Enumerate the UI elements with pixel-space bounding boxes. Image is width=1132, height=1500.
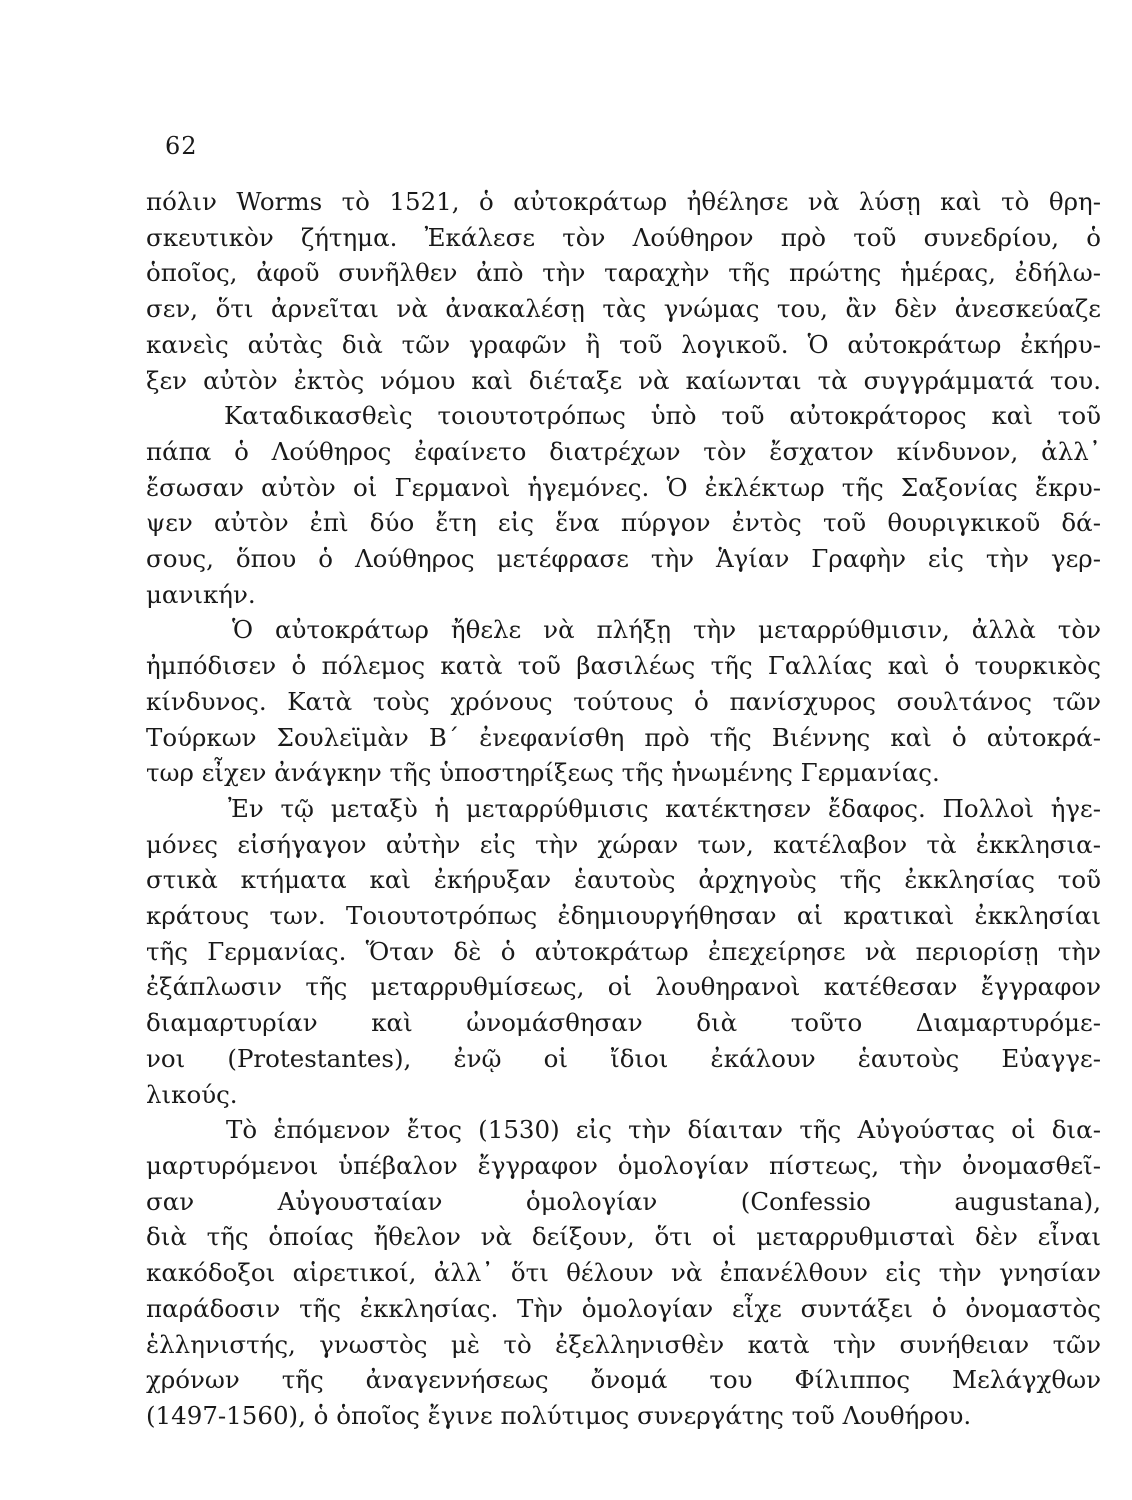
text-line: τῆς Γερμανίας. Ὅταν δὲ ὁ αὐτοκράτωρ ἐπεχείρησε νὰ περιορίσῃ τὴν — [146, 936, 1101, 966]
text-line: πόλιν Worms τὸ 1521, ὁ αὐτοκράτωρ ἠθέλησε νὰ λύσῃ καὶ τὸ θρη- — [146, 187, 1101, 216]
text-line: παράδοσιν τῆς ἐκκλησίας. Τὴν ὁμολογίαν εἶχε συντάξει ὁ ὀνομαστὸς — [146, 1293, 1101, 1323]
text-line: νοι (Protestantes), ἐνῷ οἱ ἴδιοι ἐκάλουν ἑαυτοὺς Εὐαγγε- — [146, 1043, 1101, 1073]
text-line: κανεὶς αὐτὰς διὰ τῶν γραφῶν ἢ τοῦ λογικοῦ. Ὁ αὐτοκράτωρ ἐκήρυ- — [146, 329, 1101, 359]
text-line: Καταδικασθεὶς τοιουτοτρόπως ὑπὸ τοῦ αὐτοκράτορος καὶ τοῦ — [224, 401, 1101, 431]
paragraph — [146, 1112, 1101, 1433]
text-line: (1497-1560), ὁ ὁποῖος ἔγινε πολύτιμος συνεργάτης τοῦ Λουθήρου. — [146, 1400, 972, 1430]
text-line: στικὰ κτήματα καὶ ἐκήρυξαν ἑαυτοὺς ἀρχηγοὺς τῆς ἐκκλησίας τοῦ — [146, 865, 1101, 895]
text-line: σαν Αὐγουσταίαν ὁμολογίαν (Confessio augustana), — [146, 1186, 1101, 1216]
text-line: διαμαρτυρίαν καὶ ὠνομάσθησαν διὰ τοῦτο Διαμαρτυρόμε- — [146, 1008, 1101, 1038]
text-line: χρόνων τῆς ἀναγεννήσεως ὄνομά του Φίλιππος Μελάγχθων — [146, 1365, 1101, 1395]
body-text — [146, 184, 1101, 1434]
paragraph — [146, 398, 1101, 612]
text-line: ἠμπόδισεν ὁ πόλεμος κατὰ τοῦ βασιλέως τῆς Γαλλίας καὶ ὁ τουρκικὸς — [146, 651, 1101, 681]
text-line: μαρτυρόμενοι ὑπέβαλον ἔγγραφον ὁμολογίαν πίστεως, τὴν ὀνομασθεῖ- — [146, 1150, 1101, 1180]
text-line: ἐξάπλωσιν τῆς μεταρρυθμίσεως, οἱ λουθηρανοὶ κατέθεσαν ἔγγραφον — [146, 972, 1101, 1002]
text-line: λικούς. — [146, 1079, 238, 1109]
text-line: διὰ τῆς ὁποίας ἤθελον νὰ δείξουν, ὅτι οἱ μεταρρυθμισταὶ δὲν εἶναι — [146, 1222, 1101, 1252]
text-line: μανικήν. — [146, 579, 256, 609]
text-line: ἔσωσαν αὐτὸν οἱ Γερμανοὶ ἡγεμόνες. Ὁ ἐκλέκτωρ τῆς Σαξονίας ἔκρυ- — [146, 472, 1101, 502]
text-line: ἑλληνιστής, γνωστὸς μὲ τὸ ἐξελληνισθὲν κατὰ τὴν συνήθειαν τῶν — [146, 1329, 1101, 1359]
text-line: τωρ εἶχεν ἀνάγκην τῆς ὑποστηρίξεως τῆς ἡνωμένης Γερμανίας. — [146, 758, 940, 788]
text-line: κράτους των. Τοιουτοτρόπως ἐδημιουργήθησαν αἱ κρατικαὶ ἐκκλησίαι — [146, 901, 1101, 931]
text-line: ψεν αὐτὸν ἐπὶ δύο ἔτη εἰς ἕνα πύργον ἐντὸς τοῦ θουριγκικοῦ δά- — [146, 508, 1101, 538]
text-line: κακόδοξοι αἱρετικοί, ἀλλ᾽ ὅτι θέλουν νὰ ἐπανέλθουν εἰς τὴν γνησίαν — [146, 1258, 1101, 1288]
text-line: μόνες εἰσήγαγον αὐτὴν εἰς τὴν χώραν των, κατέλαβον τὰ ἐκκλησια- — [146, 829, 1101, 859]
text-line: κίνδυνος. Κατὰ τοὺς χρόνους τούτους ὁ πανίσχυρος σουλτάνος τῶν — [146, 686, 1101, 716]
paragraph — [146, 612, 1101, 791]
text-line: σους, ὅπου ὁ Λούθηρος μετέφρασε τὴν Ἁγίαν Γραφὴν εἰς τὴν γερ- — [146, 544, 1101, 574]
page-number: 62 — [165, 132, 198, 160]
text-line: Τούρκων Σουλεϊμὰν Β΄ ἐνεφανίσθη πρὸ τῆς Βιέννης καὶ ὁ αὐτοκρά- — [146, 722, 1101, 752]
text-line: σκευτικὸν ζήτημα. Ἐκάλεσε τὸν Λούθηρον πρὸ τοῦ συνεδρίου, ὁ — [146, 222, 1101, 252]
text-line: Τὸ ἑπόμενον ἔτος (1530) εἰς τὴν δίαιταν τῆς Αὐγούστας οἱ δια- — [226, 1115, 1101, 1145]
text-line: ὁποῖος, ἀφοῦ συνῆλθεν ἀπὸ τὴν ταραχὴν τῆς πρώτης ἡμέρας, ἐδήλω- — [146, 258, 1101, 288]
text-line: πάπα ὁ Λούθηρος ἐφαίνετο διατρέχων τὸν ἔσχατον κίνδυνον, ἀλλ᾽ — [146, 436, 1101, 466]
text-line: ξεν αὐτὸν ἐκτὸς νόμου καὶ διέταξε νὰ καίωνται τὰ συγγράμματά του. — [146, 365, 1101, 395]
paragraph — [146, 791, 1101, 1112]
text-line: Ὁ αὐτοκράτωρ ἤθελε νὰ πλήξῃ τὴν μεταρρύθμισιν, ἀλλὰ τὸν — [232, 615, 1101, 645]
paragraph — [146, 184, 1101, 398]
text-line: Ἐν τῷ μεταξὺ ἡ μεταρρύθμισις κατέκτησεν ἔδαφος. Πολλοὶ ἡγε- — [228, 793, 1101, 823]
text-line: σεν, ὅτι ἀρνεῖται νὰ ἀνακαλέσῃ τὰς γνώμας του, ἂν δὲν ἀνεσκεύαζε — [146, 294, 1101, 324]
